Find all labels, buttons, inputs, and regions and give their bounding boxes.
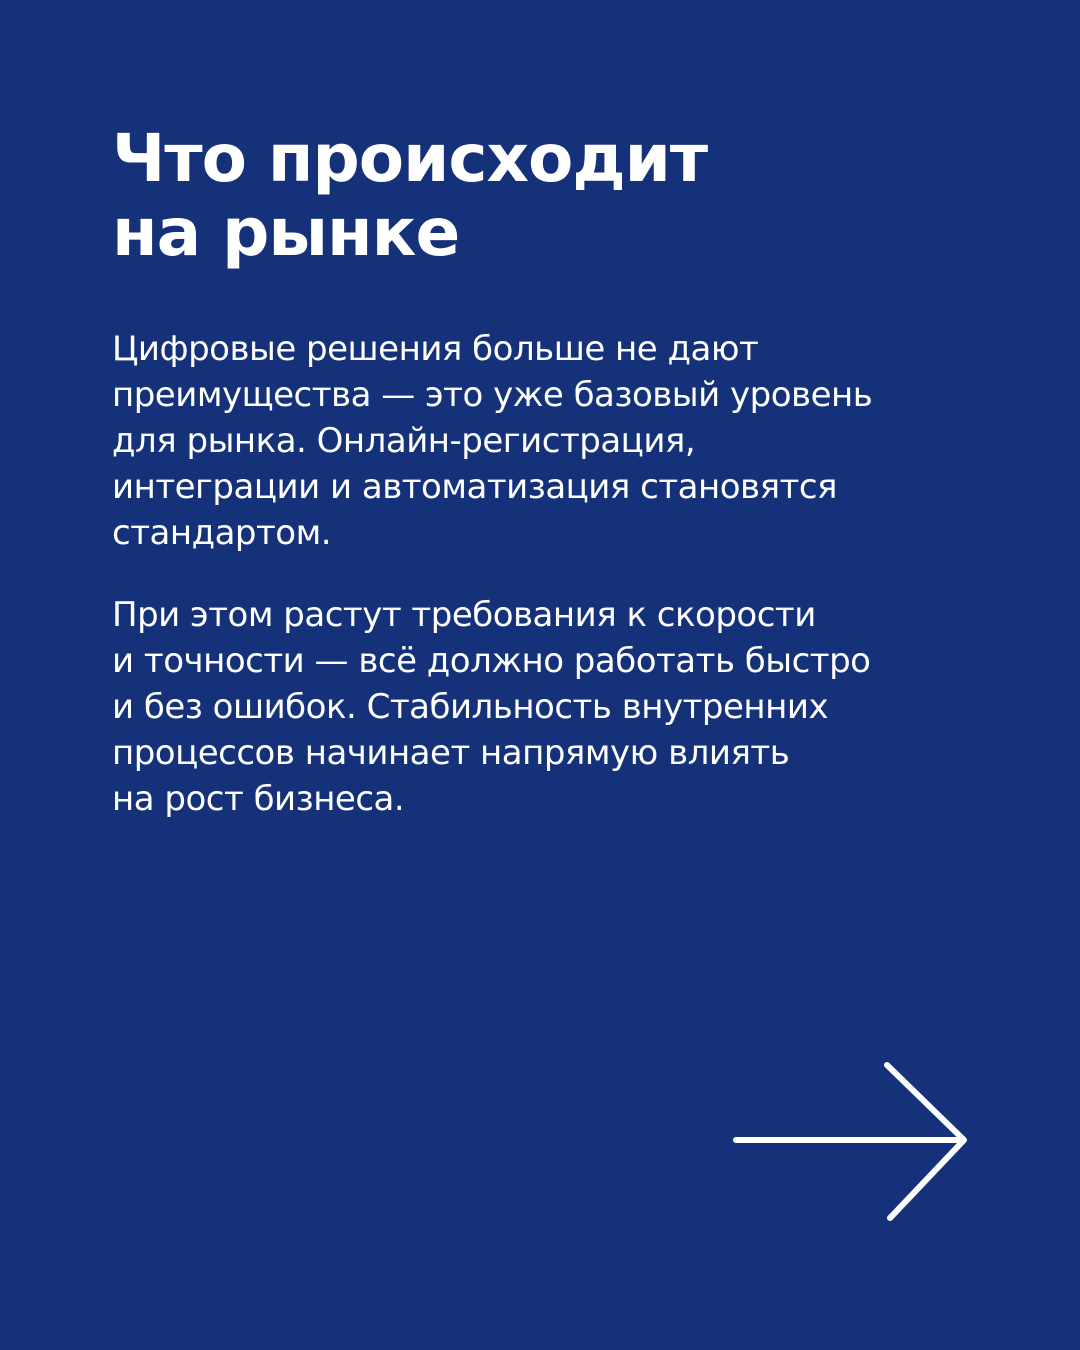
slide-title [112,122,972,270]
paragraph-line: и точности — всё должно работать быстро [112,641,871,681]
paragraph-line: преимущества — это уже базовый уровень [112,375,873,415]
paragraph-line: и без ошибок. Стабильность внутренних [112,687,829,727]
paragraph-line: стандартом. [112,513,332,553]
paragraph-line: Цифровые решения больше не дают [112,329,759,369]
paragraph-line: При этом растут требования к скорости [112,595,816,635]
paragraph-line: интеграции и автоматизация становятся [112,467,837,507]
paragraph-line: процессов начинает напрямую влиять [112,733,790,773]
paragraph-digital-solutions [112,326,992,556]
paragraph-line: на рост бизнеса. [112,779,405,819]
title-line: на рынке [112,194,460,271]
title-line: Что происходит [112,120,708,197]
paragraph-line: для рынка. Онлайн-регистрация, [112,421,696,461]
paragraph-requirements [112,592,992,822]
arrow-right-icon[interactable] [732,1060,972,1224]
